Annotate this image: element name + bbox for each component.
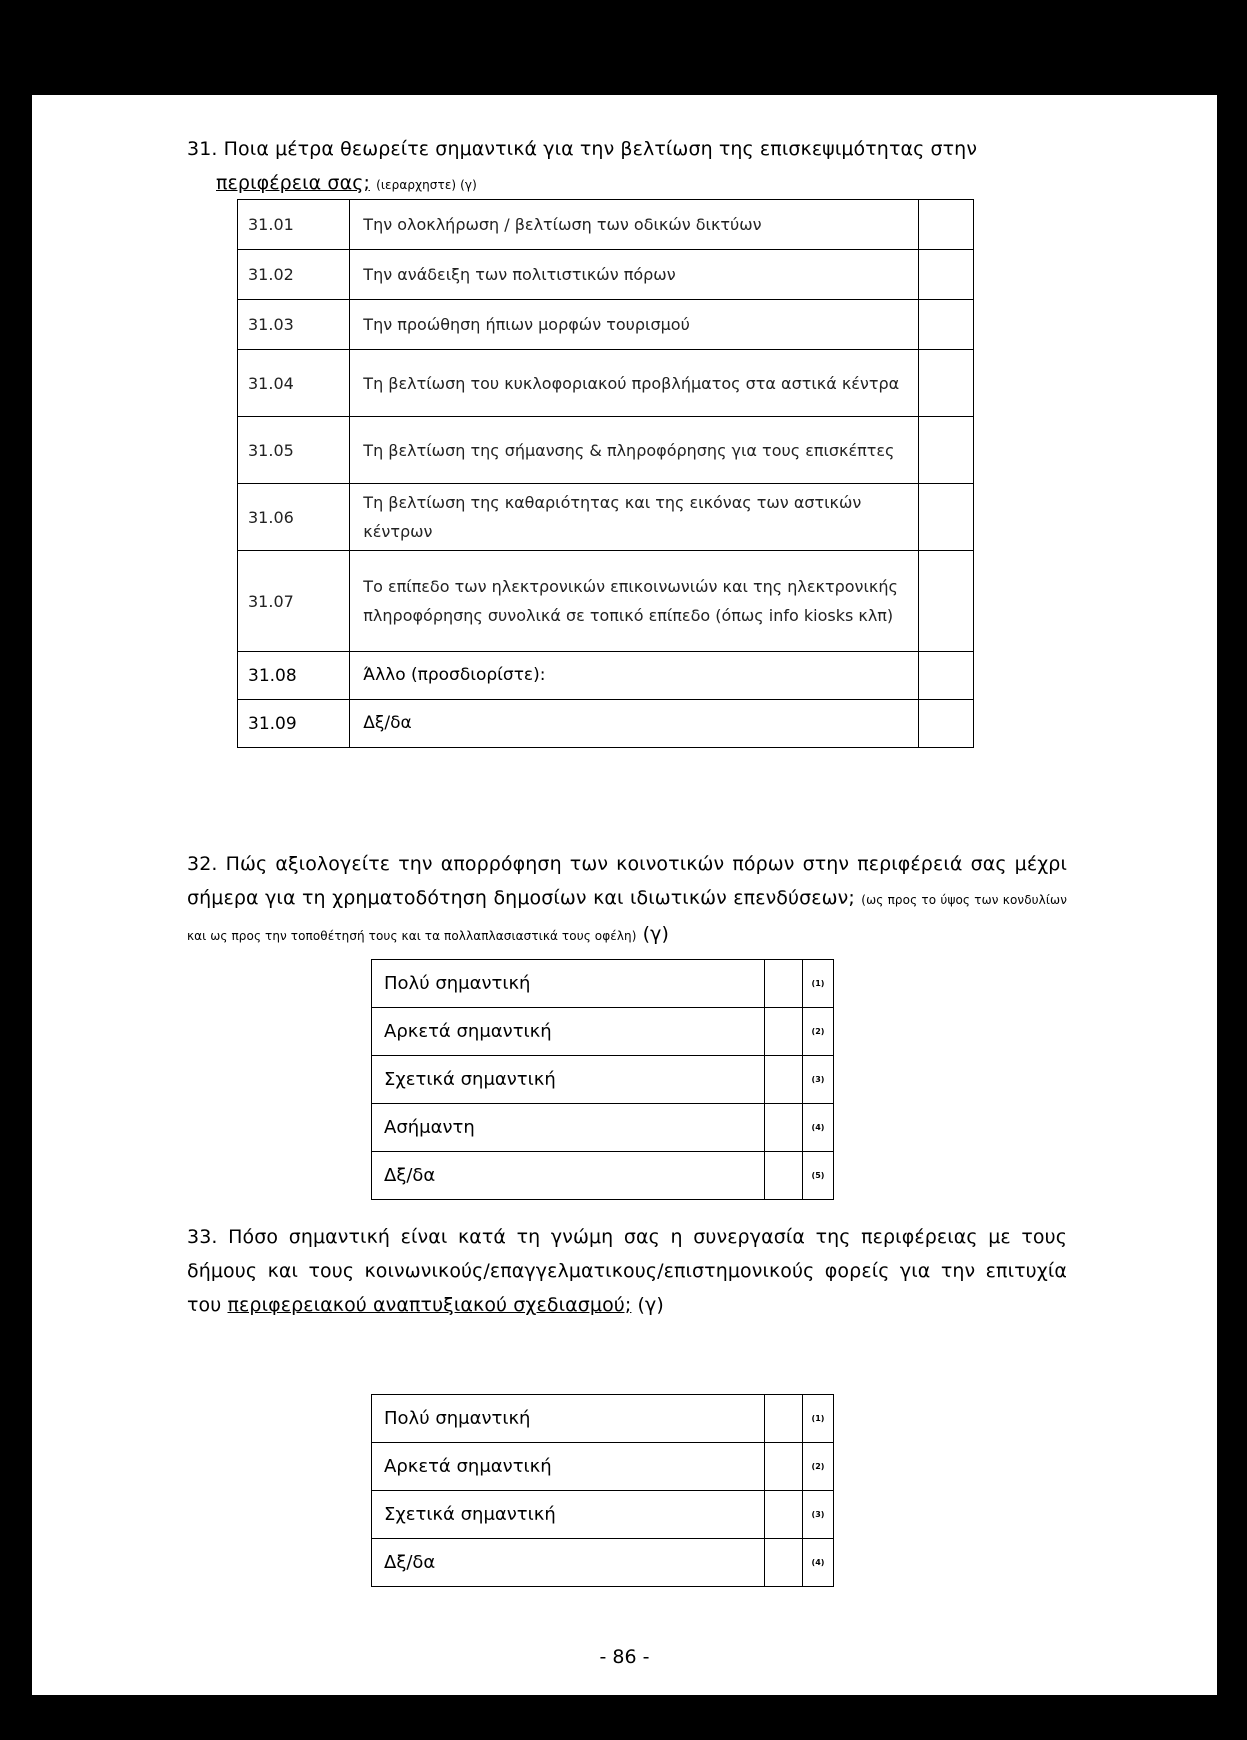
q32-option-code: (3) bbox=[803, 1056, 834, 1104]
q31-row-label: Δξ/δα bbox=[350, 700, 918, 748]
q32-option-row bbox=[372, 960, 834, 1008]
q31-row bbox=[238, 700, 974, 748]
q33-option-row bbox=[372, 1491, 834, 1539]
q31-answer-box[interactable] bbox=[918, 250, 973, 300]
question-31 bbox=[187, 132, 1067, 202]
q32-option-row bbox=[372, 1008, 834, 1056]
q32-option-label: Ασήμαντη bbox=[372, 1104, 765, 1152]
q31-row-label: Τη βελτίωση της σήμανσης & πληροφόρησης για τους επισκέπτες bbox=[350, 417, 918, 484]
question-31-number: 31. bbox=[187, 138, 218, 160]
q31-row bbox=[238, 200, 974, 250]
question-31-text: Ποια μέτρα θεωρείτε σημαντικά για την βελτίωση της επισκεψιμότητας στην bbox=[223, 138, 978, 160]
q32-option-row bbox=[372, 1152, 834, 1200]
q33-option-checkbox[interactable] bbox=[765, 1491, 803, 1539]
q33-option-checkbox[interactable] bbox=[765, 1443, 803, 1491]
question-32-scale bbox=[371, 959, 834, 1200]
q31-row bbox=[238, 250, 974, 300]
q31-answer-box[interactable] bbox=[918, 700, 973, 748]
q31-row-code: 31.08 bbox=[238, 652, 350, 700]
q32-option-checkbox[interactable] bbox=[765, 1104, 803, 1152]
q31-row bbox=[238, 350, 974, 417]
question-31-note: (ιεραρχηστε) (γ) bbox=[376, 178, 477, 192]
q33-option-code: (1) bbox=[803, 1395, 834, 1443]
q31-row-code: 31.01 bbox=[238, 200, 350, 250]
question-33 bbox=[187, 1220, 1067, 1322]
question-33-scale bbox=[371, 1394, 834, 1587]
q33-option-code: (3) bbox=[803, 1491, 834, 1539]
question-31-text2: περιφέρεια σας; bbox=[216, 172, 370, 194]
question-33-text: Πόσο σημαντική είναι κατά τη γνώμη σας η συνεργασία της περιφέρειας με τους δήμους και τους κοινωνικούς/επαγγελματικους/επιστημονικούς φορείς για την επιτυχία του bbox=[187, 1226, 1067, 1316]
q31-row-label: Την ολοκλήρωση / βελτίωση των οδικών δικτύων bbox=[350, 200, 918, 250]
q32-option-code: (4) bbox=[803, 1104, 834, 1152]
q33-option-row bbox=[372, 1539, 834, 1587]
q32-option-checkbox[interactable] bbox=[765, 1056, 803, 1104]
q32-option-label: Αρκετά σημαντική bbox=[372, 1008, 765, 1056]
q33-option-checkbox[interactable] bbox=[765, 1539, 803, 1587]
q32-option-row bbox=[372, 1104, 834, 1152]
q31-row-label: Την προώθηση ήπιων μορφών τουρισμού bbox=[350, 300, 918, 350]
q32-option-label: Σχετικά σημαντική bbox=[372, 1056, 765, 1104]
q33-option-row bbox=[372, 1443, 834, 1491]
q33-option-label: Πολύ σημαντική bbox=[372, 1395, 765, 1443]
q31-row bbox=[238, 300, 974, 350]
question-32-number: 32. bbox=[187, 853, 218, 875]
q33-option-label: Σχετικά σημαντική bbox=[372, 1491, 765, 1539]
question-33-underlined: περιφερειακού αναπτυξιακού σχεδιασμού; bbox=[227, 1294, 632, 1316]
q31-answer-box[interactable] bbox=[918, 551, 973, 652]
q31-row-code: 31.03 bbox=[238, 300, 350, 350]
q31-row-label: Τη βελτίωση της καθαριότητας και της εικόνας των αστικών κέντρων bbox=[350, 484, 918, 551]
q32-option-label: Πολύ σημαντική bbox=[372, 960, 765, 1008]
q32-option-row bbox=[372, 1056, 834, 1104]
question-32-note: (ως προς το ύψος των κονδυλίων και ως προς την τοποθέτησή τους και τα πολλαπλασιαστικά τους οφέλη) bbox=[187, 893, 1067, 943]
q31-row-label: Την ανάδειξη των πολιτιστικών πόρων bbox=[350, 250, 918, 300]
q32-option-checkbox[interactable] bbox=[765, 1008, 803, 1056]
q31-answer-box[interactable] bbox=[918, 484, 973, 551]
question-31-table bbox=[237, 199, 974, 748]
q33-option-checkbox[interactable] bbox=[765, 1395, 803, 1443]
q32-option-code: (1) bbox=[803, 960, 834, 1008]
q31-row-code: 31.02 bbox=[238, 250, 350, 300]
q33-option-code: (2) bbox=[803, 1443, 834, 1491]
q31-answer-box[interactable] bbox=[918, 350, 973, 417]
q31-row bbox=[238, 551, 974, 652]
document-page bbox=[32, 95, 1217, 1695]
q31-row-label: Τη βελτίωση του κυκλοφοριακού προβλήματος στα αστικά κέντρα bbox=[350, 350, 918, 417]
question-32 bbox=[187, 847, 1067, 953]
question-32-text: Πώς αξιολογείτε την απορρόφηση των κοινοτικών πόρων στην περιφέρειά σας μέχρι σήμερα για τη χρηματοδότηση δημοσίων και ιδιωτικών επενδύσεων; bbox=[187, 853, 1067, 909]
q31-row-code: 31.09 bbox=[238, 700, 350, 748]
q31-row-code: 31.05 bbox=[238, 417, 350, 484]
q31-row-label: Άλλο (προσδιορίστε): bbox=[350, 652, 918, 700]
q33-option-code: (4) bbox=[803, 1539, 834, 1587]
q32-option-label: Δξ/δα bbox=[372, 1152, 765, 1200]
question-33-number: 33. bbox=[187, 1226, 218, 1248]
question-33-tag: (γ) bbox=[637, 1294, 664, 1316]
q33-option-row bbox=[372, 1395, 834, 1443]
q32-option-code: (5) bbox=[803, 1152, 834, 1200]
q31-row-code: 31.06 bbox=[238, 484, 350, 551]
q31-row bbox=[238, 417, 974, 484]
q33-option-label: Δξ/δα bbox=[372, 1539, 765, 1587]
q31-row-label: Το επίπεδο των ηλεκτρονικών επικοινωνιών και της ηλεκτρονικής πληροφόρησης συνολικά σε τοπικό επίπεδο (όπως info kiosks κλπ) bbox=[350, 551, 918, 652]
q31-answer-box[interactable] bbox=[918, 300, 973, 350]
page-number: - 86 - bbox=[599, 1646, 650, 1668]
q32-option-code: (2) bbox=[803, 1008, 834, 1056]
question-32-tag: (γ) bbox=[642, 923, 670, 945]
q31-row bbox=[238, 484, 974, 551]
q31-answer-box[interactable] bbox=[918, 652, 973, 700]
q32-option-checkbox[interactable] bbox=[765, 1152, 803, 1200]
q31-row bbox=[238, 652, 974, 700]
q31-answer-box[interactable] bbox=[918, 200, 973, 250]
q31-row-code: 31.07 bbox=[238, 551, 350, 652]
q32-option-checkbox[interactable] bbox=[765, 960, 803, 1008]
q31-answer-box[interactable] bbox=[918, 417, 973, 484]
q33-option-label: Αρκετά σημαντική bbox=[372, 1443, 765, 1491]
q31-row-code: 31.04 bbox=[238, 350, 350, 417]
